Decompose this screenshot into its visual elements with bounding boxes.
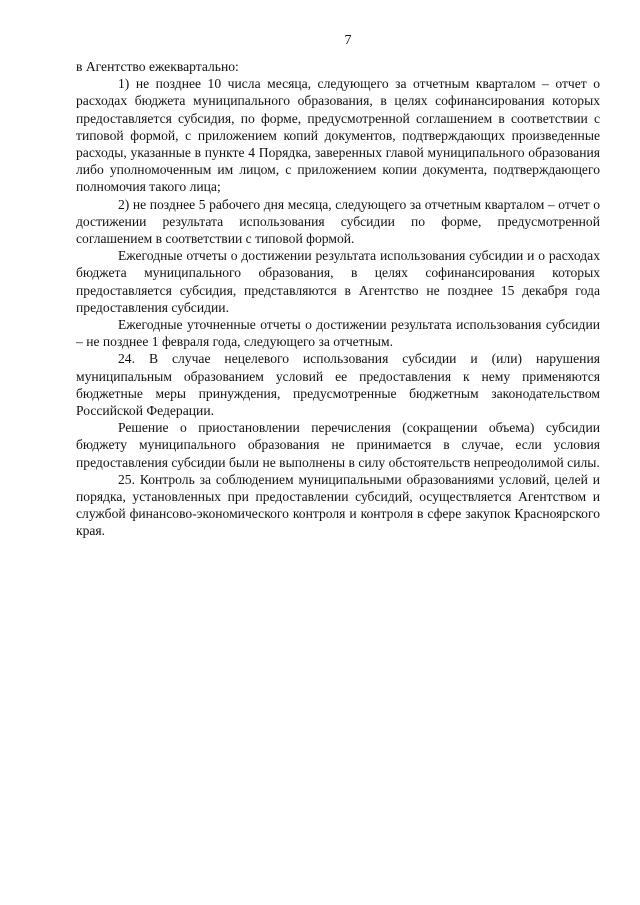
paragraph-updated-reports: Ежегодные уточненные отчеты о достижении результата использования субсидии – не позднее 1 февраля года, следующего за отчетным. — [76, 317, 600, 350]
paragraph-item-1: 1) не позднее 10 числа месяца, следующего за отчетным кварталом – отчет о расходах бюджета муниципального образования, в целях софинансирования которых предоставляется субсидия, по форме, предусмотренной соглашением в соответствии с типовой формой, с приложением копий документов, подтверждающих произведенные расходы, указанные в пункте 4 Порядка, заверенных главой муниципального образования либо уполномоченным им лицом, с приложением копии документа, подтверждающего полномочия такого лица; — [76, 76, 600, 195]
paragraph-suspension-decision: Решение о приостановлении перечисления (сокращении объема) субсидии бюджету муниципального образования не принимается в случае, если условия предоставления субсидии были не выполнены в силу обстоятельств непреодолимой силы. — [76, 420, 600, 470]
paragraph-clause-24: 24. В случае нецелевого использования субсидии и (или) нарушения муниципальным образованием условий ее предоставления к нему применяются бюджетные меры принуждения, предусмотренные бюджетным законодательством Российской Федерации. — [76, 351, 600, 419]
paragraph-annual-reports: Ежегодные отчеты о достижении результата использования субсидии и о расходах бюджета муниципального образования, в целях софинансирования которых предоставляется субсидия, представляются в Агентство не позднее 15 декабря года предоставления субсидии. — [76, 248, 600, 315]
document-body — [76, 58, 600, 540]
paragraph-item-2: 2) не позднее 5 рабочего дня месяца, следующего за отчетным кварталом – отчет о достижении результата использования субсидии по форме, предусмотренной соглашением в соответствии с типовой формой. — [76, 196, 600, 247]
paragraph-intro: в Агентство ежеквартально: — [76, 59, 239, 74]
paragraph-clause-25: 25. Контроль за соблюдением муниципальными образованиями условий, целей и порядка, установленных при предоставлении субсидий, осуществляется Агентством и службой финансово-экономического контроля и контроля в сфере закупок Красноярского края. — [76, 471, 600, 539]
page-number: 7 — [344, 33, 352, 48]
